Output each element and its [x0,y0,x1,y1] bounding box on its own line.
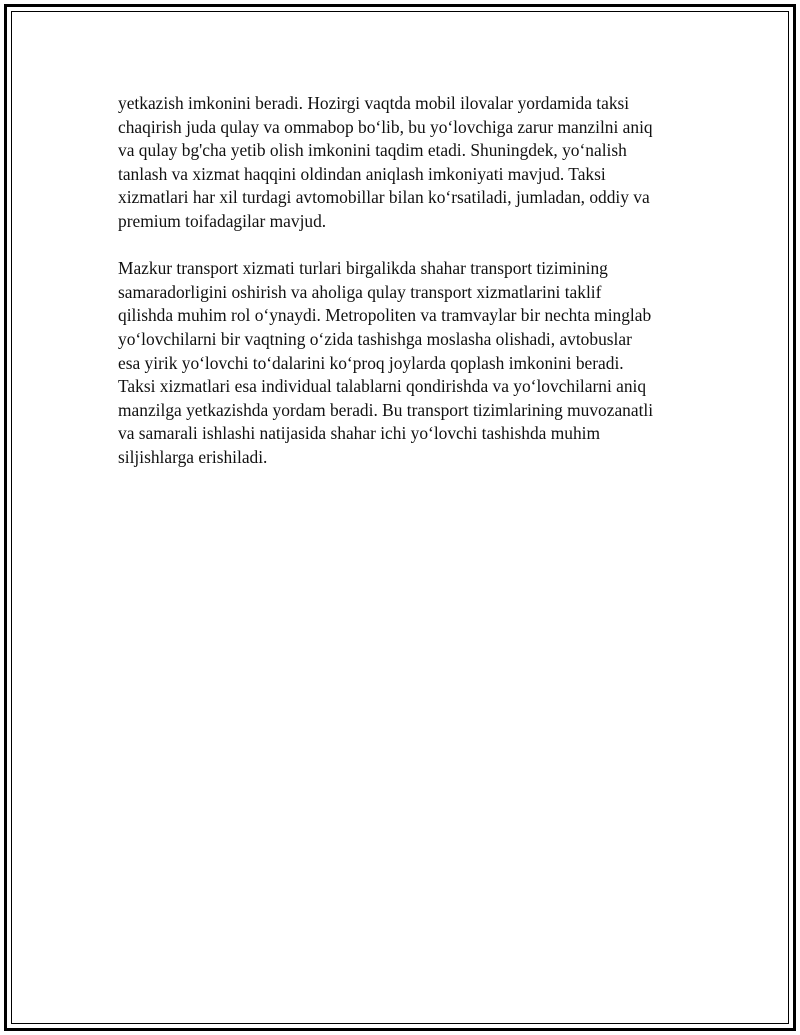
text-line: siljishlarga erishiladi. [118,446,268,467]
text-line: chaqirish juda qulay va ommabop bo‘lib, bu yo‘lovchiga zarur manzilni aniq [118,116,653,137]
text-line: xizmatlari har xil turdagi avtomobillar bilan ko‘rsatiladi, jumladan, oddiy va [118,187,650,208]
text-line: manzilga yetkazishda yordam beradi. Bu transport tizimlarining muvozanatli [118,399,654,420]
text-line: qilishda muhim rol o‘ynaydi. Metropoliten va tramvaylar bir nechta minglab [118,305,652,326]
text-line: tanlash va xizmat haqqini oldindan aniqlash imkoniyati mavjud. Taksi [118,163,606,184]
paragraph-1 [118,92,698,234]
text-line: Mazkur transport xizmati turlari birgalikda shahar transport tizimining [118,258,608,279]
text-line: esa yirik yo‘lovchi to‘dalarini ko‘proq joylarda qoplash imkonini beradi. [118,352,624,373]
text-line: premium toifadagilar mavjud. [118,210,327,231]
text-line: samaradorligini oshirish va aholiga qulay transport xizmatlarini taklif [118,281,602,302]
text-line: va samarali ishlashi natijasida shahar ichi yo‘lovchi tashishda muhim [118,423,600,444]
text-line: yo‘lovchilarni bir vaqtning o‘zida tashishga moslasha olishadi, avtobuslar [118,328,632,349]
text-line: va qulay bg'cha yetib olish imkonini taqdim etadi. Shuningdek, yo‘nalish [118,140,627,161]
text-line: yetkazish imkonini beradi. Hozirgi vaqtda mobil ilovalar yordamida taksi [118,93,630,113]
paragraph-2 [118,257,698,469]
document-body [118,92,698,493]
text-line: Taksi xizmatlari esa individual talablarni qondirishda va yo‘lovchilarni aniq [118,376,647,397]
